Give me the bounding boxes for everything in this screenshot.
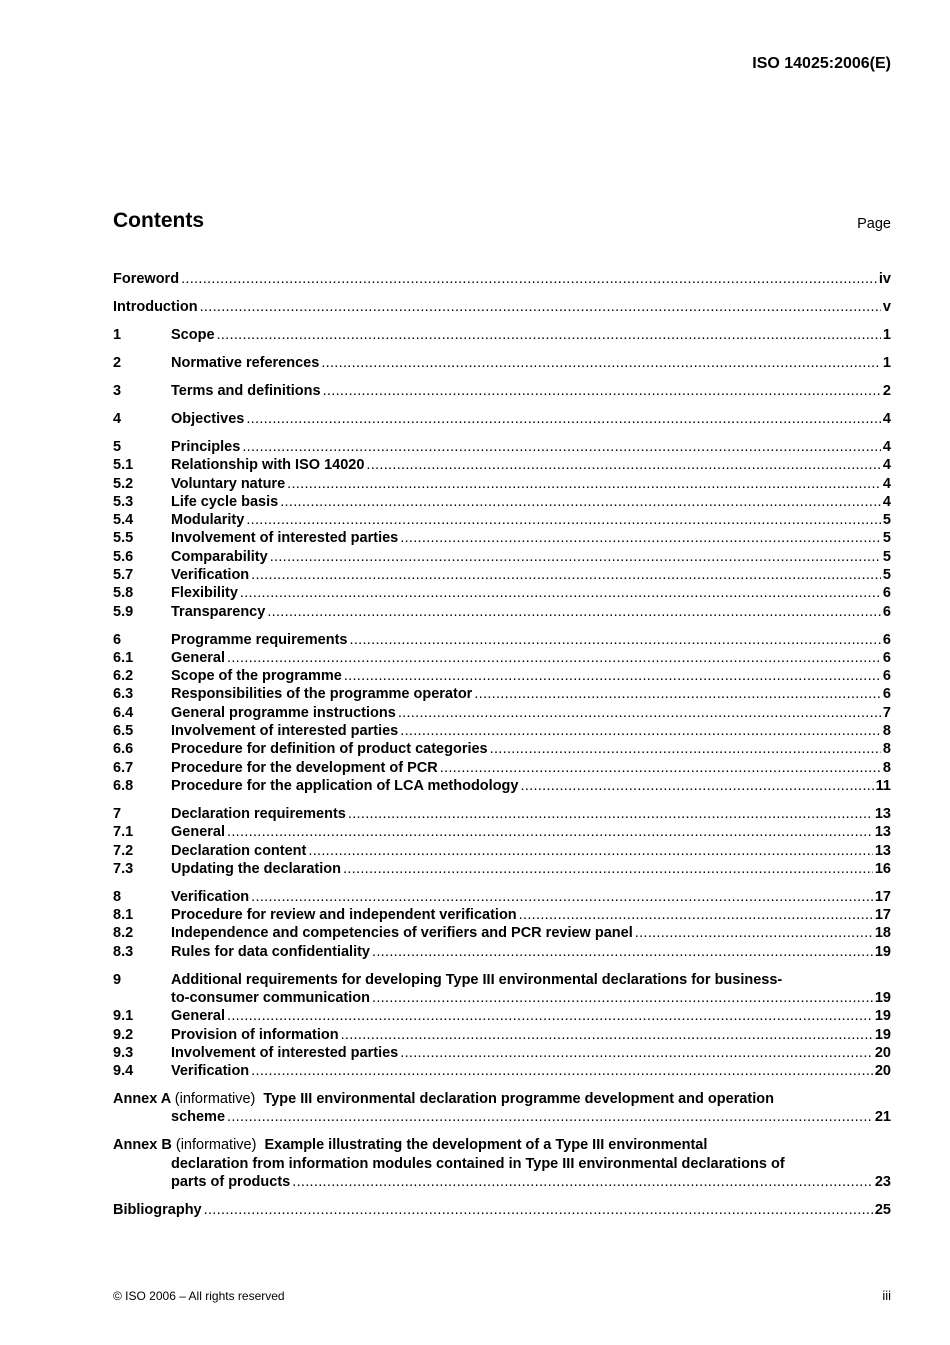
toc-entry-title: Relationship with ISO 14020 bbox=[171, 457, 365, 474]
toc-entry-section[interactable] bbox=[113, 410, 891, 428]
toc-entry-annex-a-line2[interactable] bbox=[113, 1108, 891, 1126]
toc-entry-title-continued: declaration from information modules contained in Type III environmental declarations of bbox=[171, 1155, 785, 1172]
toc-page-number: 25 bbox=[874, 1202, 891, 1218]
toc-entry-title: Declaration requirements bbox=[171, 805, 346, 822]
toc-page-number: 5 bbox=[882, 548, 891, 565]
toc-entry-subsection[interactable] bbox=[113, 493, 891, 511]
dot-leader bbox=[308, 842, 873, 860]
toc-entry-title: Modularity bbox=[171, 512, 245, 529]
dot-leader bbox=[200, 298, 881, 316]
toc-entry-title: Procedure for definition of product categories bbox=[171, 741, 488, 758]
toc-entry-subsection[interactable] bbox=[113, 566, 891, 584]
toc-entry-introduction[interactable] bbox=[113, 298, 891, 316]
toc-entry-title: Independence and competencies of verifiers and PCR review panel bbox=[171, 925, 633, 942]
toc-section-number: 5.1 bbox=[113, 457, 134, 474]
dot-leader bbox=[227, 823, 873, 841]
toc-entry-section-line1[interactable] bbox=[113, 971, 891, 989]
toc-entry-foreword[interactable] bbox=[113, 270, 891, 288]
toc-section-number: 5.4 bbox=[113, 512, 134, 529]
toc-section-number: 5.8 bbox=[113, 585, 134, 602]
toc-section-number: 6.2 bbox=[113, 668, 134, 685]
toc-entry-subsection[interactable] bbox=[113, 649, 891, 667]
toc-entry-subsection[interactable] bbox=[113, 759, 891, 777]
toc-page-number: 5 bbox=[882, 566, 891, 583]
toc-page-number: 1 bbox=[882, 354, 891, 371]
toc-page-number: 6 bbox=[882, 668, 891, 685]
toc-entry-subsection[interactable] bbox=[113, 906, 891, 924]
toc-section-number: 1 bbox=[113, 326, 122, 343]
dot-leader bbox=[348, 805, 873, 823]
copyright-notice: © ISO 2006 – All rights reserved bbox=[113, 1289, 285, 1303]
toc-entry-title: Involvement of interested parties bbox=[171, 1044, 399, 1061]
toc-section-number: 6.1 bbox=[113, 649, 134, 666]
dot-leader bbox=[246, 511, 881, 529]
dot-leader bbox=[490, 740, 881, 758]
dot-leader bbox=[474, 685, 881, 703]
toc-page-number: v bbox=[882, 298, 891, 315]
toc-section-number: 9 bbox=[113, 971, 122, 988]
toc-entry-section[interactable] bbox=[113, 438, 891, 456]
toc-section-number: 3 bbox=[113, 382, 122, 399]
toc-page-number: 5 bbox=[882, 530, 891, 547]
dot-leader bbox=[246, 410, 881, 428]
toc-page-number: 2 bbox=[882, 382, 891, 399]
toc-entry-subsection[interactable] bbox=[113, 943, 891, 961]
toc-entry-title-continued: parts of products bbox=[171, 1174, 291, 1191]
dot-leader bbox=[280, 493, 881, 511]
toc-page-number: 18 bbox=[874, 925, 891, 942]
dot-leader bbox=[323, 382, 881, 400]
toc-section-number: 7.1 bbox=[113, 824, 134, 841]
dot-leader bbox=[242, 438, 881, 456]
toc-page-number: 6 bbox=[882, 585, 891, 602]
toc-entry-title: General programme instructions bbox=[171, 704, 396, 721]
toc-entry-subsection[interactable] bbox=[113, 722, 891, 740]
dot-leader bbox=[520, 777, 873, 795]
toc-entry-section[interactable] bbox=[113, 354, 891, 372]
toc-page-number: 20 bbox=[874, 1044, 891, 1061]
toc-section-number: 9.2 bbox=[113, 1026, 134, 1043]
toc-entry-title: Example illustrating the development of a Type III environmental bbox=[264, 1137, 708, 1154]
toc-section-number: 8.1 bbox=[113, 907, 134, 924]
toc-entry-title: Terms and definitions bbox=[171, 382, 321, 399]
toc-page-number: 5 bbox=[882, 512, 891, 529]
toc-entry-title: Scope of the programme bbox=[171, 668, 342, 685]
dot-leader bbox=[372, 943, 873, 961]
toc-entry-title: Objectives bbox=[171, 410, 245, 427]
toc-entry-subsection[interactable] bbox=[113, 603, 891, 621]
toc-page-number: 4 bbox=[882, 457, 891, 474]
toc-entry-title: Verification bbox=[171, 1063, 250, 1080]
toc-section-number: 8 bbox=[113, 888, 122, 905]
dot-leader bbox=[227, 1108, 873, 1126]
dot-leader bbox=[227, 649, 881, 667]
toc-entry-title: Procedure for the application of LCA methodology bbox=[171, 777, 519, 794]
toc-entry-subsection[interactable] bbox=[113, 860, 891, 878]
table-of-contents bbox=[113, 270, 891, 1219]
toc-entry-title: Provision of information bbox=[171, 1026, 339, 1043]
toc-entry-title: Involvement of interested parties bbox=[171, 723, 399, 740]
toc-entry-title: Bibliography bbox=[113, 1202, 202, 1218]
toc-section-number: 5.2 bbox=[113, 475, 134, 492]
toc-section-number: 6.4 bbox=[113, 704, 134, 721]
toc-entry-title: Voluntary nature bbox=[171, 475, 286, 492]
toc-section-number: 4 bbox=[113, 410, 122, 427]
dot-leader bbox=[349, 631, 880, 649]
document-code: ISO 14025:2006(E) bbox=[752, 55, 891, 72]
toc-section-number: 5.5 bbox=[113, 530, 134, 547]
annex-type: (informative) bbox=[174, 1091, 256, 1108]
toc-entry-title: Responsibilities of the programme operator bbox=[171, 686, 473, 703]
toc-entry-subsection[interactable] bbox=[113, 667, 891, 685]
toc-page-number: 21 bbox=[874, 1109, 891, 1126]
toc-section-number: 7.3 bbox=[113, 860, 134, 877]
dot-leader bbox=[341, 1026, 873, 1044]
toc-entry-title: General bbox=[171, 649, 225, 666]
toc-entry-subsection[interactable] bbox=[113, 685, 891, 703]
toc-page-number: 8 bbox=[882, 723, 891, 740]
annex-label: Annex B bbox=[113, 1137, 172, 1154]
page-number: iii bbox=[882, 1288, 891, 1303]
toc-entry-title: Comparability bbox=[171, 548, 268, 565]
toc-section-number: 9.3 bbox=[113, 1044, 134, 1061]
dot-leader bbox=[240, 584, 881, 602]
dot-leader bbox=[321, 354, 881, 372]
dot-leader bbox=[227, 1007, 873, 1025]
toc-page-number: 6 bbox=[882, 686, 891, 703]
dot-leader bbox=[292, 1173, 873, 1191]
toc-entry-title: Type III environmental declaration programme development and operation bbox=[263, 1091, 774, 1108]
toc-section-number: 2 bbox=[113, 354, 122, 371]
toc-page-number: 13 bbox=[874, 824, 891, 841]
dot-leader bbox=[400, 722, 881, 740]
toc-page-number: 8 bbox=[882, 741, 891, 758]
toc-entry-title: Programme requirements bbox=[171, 631, 348, 648]
dot-leader bbox=[251, 1062, 873, 1080]
toc-entry-title-continued: to-consumer communication bbox=[171, 989, 370, 1006]
toc-page-number: 19 bbox=[874, 943, 891, 960]
toc-section-number: 8.2 bbox=[113, 925, 134, 942]
toc-entry-title: Flexibility bbox=[171, 585, 238, 602]
dot-leader bbox=[398, 704, 881, 722]
toc-page-number: 17 bbox=[874, 888, 891, 905]
toc-entry-title: Foreword bbox=[113, 271, 180, 287]
toc-entry-subsection[interactable] bbox=[113, 1026, 891, 1044]
toc-entry-subsection[interactable] bbox=[113, 704, 891, 722]
toc-section-number: 9.4 bbox=[113, 1063, 134, 1080]
toc-entry-section-line2[interactable] bbox=[113, 989, 891, 1007]
toc-entry-subsection[interactable] bbox=[113, 777, 891, 795]
toc-section-number: 6.8 bbox=[113, 777, 134, 794]
toc-entry-title: Declaration content bbox=[171, 842, 307, 859]
toc-entry-title: Procedure for the development of PCR bbox=[171, 759, 438, 776]
toc-section-number: 5 bbox=[113, 438, 122, 455]
toc-page-number: 7 bbox=[882, 704, 891, 721]
toc-page-number: 19 bbox=[874, 989, 891, 1006]
toc-entry-title: General bbox=[171, 1008, 225, 1025]
toc-page-number: 20 bbox=[874, 1063, 891, 1080]
toc-entry-title-continued: scheme bbox=[171, 1109, 226, 1126]
toc-section-number: 6 bbox=[113, 631, 122, 648]
toc-entry-title: Scope bbox=[171, 326, 215, 343]
toc-entry-section[interactable] bbox=[113, 631, 891, 649]
toc-entry-bibliography[interactable] bbox=[113, 1201, 891, 1219]
toc-entry-title: Principles bbox=[171, 438, 241, 455]
dot-leader bbox=[270, 548, 881, 566]
dot-leader bbox=[204, 1201, 873, 1219]
toc-entry-subsection[interactable] bbox=[113, 1007, 891, 1025]
page-column-label: Page bbox=[857, 216, 891, 232]
toc-entry-subsection[interactable] bbox=[113, 548, 891, 566]
annex-label: Annex A bbox=[113, 1091, 171, 1108]
toc-entry-title: Introduction bbox=[113, 298, 198, 315]
dot-leader bbox=[181, 270, 877, 288]
toc-entry-title: Transparency bbox=[171, 603, 266, 620]
dot-leader bbox=[400, 529, 881, 547]
toc-section-number: 9.1 bbox=[113, 1008, 134, 1025]
toc-section-number: 5.7 bbox=[113, 566, 134, 583]
toc-page-number: 4 bbox=[882, 493, 891, 510]
toc-entry-section[interactable] bbox=[113, 382, 891, 400]
toc-entry-subsection[interactable] bbox=[113, 1062, 891, 1080]
toc-entry-section[interactable] bbox=[113, 326, 891, 344]
dot-leader bbox=[267, 603, 881, 621]
toc-entry-title: Additional requirements for developing Type III environmental declarations for business- bbox=[171, 971, 783, 988]
toc-entry-title: Normative references bbox=[171, 354, 320, 371]
toc-entry-subsection[interactable] bbox=[113, 924, 891, 942]
toc-entry-subsection[interactable] bbox=[113, 475, 891, 493]
dot-leader bbox=[217, 326, 881, 344]
toc-entry-subsection[interactable] bbox=[113, 1044, 891, 1062]
annex-type: (informative) bbox=[175, 1137, 257, 1154]
toc-page-number: 19 bbox=[874, 1008, 891, 1025]
toc-page-number: 4 bbox=[882, 475, 891, 492]
dot-leader bbox=[372, 989, 873, 1007]
toc-entry-subsection[interactable] bbox=[113, 584, 891, 602]
toc-page-number: 6 bbox=[882, 649, 891, 666]
toc-page-number: 13 bbox=[874, 805, 891, 822]
toc-entry-subsection[interactable] bbox=[113, 842, 891, 860]
toc-entry-title: Verification bbox=[171, 888, 250, 905]
toc-page-number: 4 bbox=[882, 410, 891, 427]
toc-entry-title: Rules for data confidentiality bbox=[171, 943, 370, 960]
toc-section-number: 6.7 bbox=[113, 759, 134, 776]
toc-entry-subsection[interactable] bbox=[113, 529, 891, 547]
toc-entry-subsection[interactable] bbox=[113, 511, 891, 529]
toc-page-number: 6 bbox=[882, 631, 891, 648]
toc-entry-title: General bbox=[171, 824, 225, 841]
toc-section-number: 5.6 bbox=[113, 548, 134, 565]
dot-leader bbox=[251, 566, 881, 584]
toc-entry-section[interactable] bbox=[113, 805, 891, 823]
toc-entry-title: Involvement of interested parties bbox=[171, 530, 399, 547]
toc-page-number: 17 bbox=[874, 907, 891, 924]
toc-entry-subsection[interactable] bbox=[113, 740, 891, 758]
toc-page-number: 19 bbox=[874, 1026, 891, 1043]
dot-leader bbox=[343, 860, 873, 878]
toc-section-number: 5.3 bbox=[113, 493, 134, 510]
dot-leader bbox=[440, 759, 881, 777]
toc-page-number: 13 bbox=[874, 842, 891, 859]
dot-leader bbox=[635, 924, 873, 942]
toc-section-number: 6.3 bbox=[113, 686, 134, 703]
toc-entry-annex-b-line3[interactable] bbox=[113, 1173, 891, 1191]
toc-page-number: 8 bbox=[882, 759, 891, 776]
toc-page-number: 23 bbox=[874, 1174, 891, 1191]
toc-page-number: 11 bbox=[875, 777, 891, 794]
toc-section-number: 5.9 bbox=[113, 603, 134, 620]
toc-entry-subsection[interactable] bbox=[113, 823, 891, 841]
toc-page-number: iv bbox=[878, 271, 891, 287]
toc-entry-annex-b-line2[interactable] bbox=[113, 1155, 891, 1173]
toc-section-number: 8.3 bbox=[113, 943, 134, 960]
toc-section-number: 6.6 bbox=[113, 741, 134, 758]
toc-section-number: 7.2 bbox=[113, 842, 134, 859]
toc-section-number: 6.5 bbox=[113, 723, 134, 740]
page-title: Contents bbox=[113, 209, 204, 232]
toc-page-number: 16 bbox=[874, 860, 891, 877]
toc-page-number: 1 bbox=[882, 326, 891, 343]
toc-entry-annex-b-line1[interactable] bbox=[113, 1136, 891, 1154]
dot-leader bbox=[366, 456, 881, 474]
dot-leader bbox=[519, 906, 873, 924]
dot-leader bbox=[400, 1044, 873, 1062]
toc-entry-title: Verification bbox=[171, 566, 250, 583]
toc-entry-title: Updating the declaration bbox=[171, 860, 341, 877]
toc-page-number: 6 bbox=[882, 603, 891, 620]
toc-entry-title: Life cycle basis bbox=[171, 493, 279, 510]
toc-entry-section[interactable] bbox=[113, 888, 891, 906]
dot-leader bbox=[251, 888, 873, 906]
toc-entry-title: Procedure for review and independent verification bbox=[171, 907, 517, 924]
toc-page-number: 4 bbox=[882, 438, 891, 455]
dot-leader bbox=[287, 475, 881, 493]
toc-section-number: 7 bbox=[113, 805, 122, 822]
toc-entry-annex-a-line1[interactable] bbox=[113, 1090, 891, 1108]
toc-entry-subsection[interactable] bbox=[113, 456, 891, 474]
dot-leader bbox=[344, 667, 881, 685]
